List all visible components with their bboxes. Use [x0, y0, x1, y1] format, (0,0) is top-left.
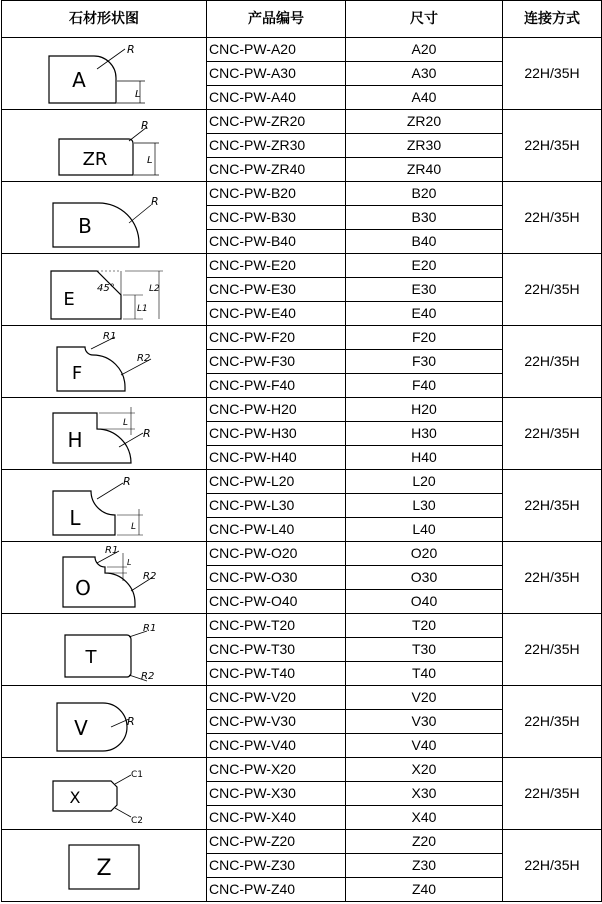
product-size: ZR40 [346, 158, 503, 182]
connection-type: 22H/35H [503, 254, 602, 326]
connection-type: 22H/35H [503, 110, 602, 182]
product-size: V30 [346, 710, 503, 734]
shape-letter: H [67, 427, 83, 452]
svg-text:R: R [127, 42, 135, 56]
product-size: E30 [346, 278, 503, 302]
profile-f-icon [39, 329, 169, 395]
shape-letter: ZR [82, 148, 108, 170]
product-size: Z40 [346, 878, 503, 902]
shape-letter: O [75, 575, 91, 600]
product-code: CNC-PW-X20 [207, 758, 346, 782]
svg-text:45°: 45° [97, 282, 115, 294]
product-size: X30 [346, 782, 503, 806]
product-code: CNC-PW-V40 [207, 734, 346, 758]
product-code: CNC-PW-Z20 [207, 830, 346, 854]
product-code: CNC-PW-T40 [207, 662, 346, 686]
product-code: CNC-PW-A30 [207, 62, 346, 86]
connection-type: 22H/35H [503, 470, 602, 542]
svg-text:L: L [135, 88, 141, 100]
svg-text:L: L [131, 521, 137, 532]
shape-drawing-h [2, 398, 207, 470]
svg-text:L2: L2 [149, 283, 160, 294]
product-code: CNC-PW-A20 [207, 38, 346, 62]
product-size: Z30 [346, 854, 503, 878]
svg-text:R2: R2 [141, 670, 155, 682]
header-shape: 石材形状图 [2, 1, 207, 38]
product-code: CNC-PW-V30 [207, 710, 346, 734]
product-size: E20 [346, 254, 503, 278]
shape-letter: T [85, 646, 97, 668]
connection-type: 22H/35H [503, 38, 602, 110]
product-size: H30 [346, 422, 503, 446]
profile-b-icon [39, 185, 169, 251]
shape-drawing-x [2, 758, 207, 830]
shape-letter: Z [96, 855, 112, 881]
shape-drawing-v [2, 686, 207, 758]
profile-zr-icon [39, 113, 169, 179]
shape-letter: A [72, 67, 86, 92]
product-size: O20 [346, 542, 503, 566]
shape-drawing-z [2, 830, 207, 902]
product-size: O40 [346, 590, 503, 614]
profile-h-icon [39, 401, 169, 467]
product-size: F40 [346, 374, 503, 398]
product-code: CNC-PW-B20 [207, 182, 346, 206]
product-code: CNC-PW-H20 [207, 398, 346, 422]
table-row [2, 398, 602, 422]
shape-letter: X [69, 787, 81, 807]
profile-t-icon [39, 617, 169, 683]
product-code: CNC-PW-H40 [207, 446, 346, 470]
product-size: X20 [346, 758, 503, 782]
svg-text:R: R [123, 474, 131, 488]
product-code: CNC-PW-B30 [207, 206, 346, 230]
connection-type: 22H/35H [503, 326, 602, 398]
shape-letter: F [71, 362, 83, 384]
svg-text:R1: R1 [103, 330, 117, 342]
profile-l-icon [39, 473, 169, 539]
profile-e-icon [39, 257, 169, 323]
shape-drawing-o [2, 542, 207, 614]
product-code: CNC-PW-ZR20 [207, 110, 346, 134]
connection-type: 22H/35H [503, 758, 602, 830]
svg-text:R1: R1 [143, 622, 157, 634]
product-code: CNC-PW-Z30 [207, 854, 346, 878]
shape-letter: E [63, 288, 75, 310]
product-code: CNC-PW-E40 [207, 302, 346, 326]
product-size: B40 [346, 230, 503, 254]
product-size: ZR30 [346, 134, 503, 158]
product-code: CNC-PW-L20 [207, 470, 346, 494]
shape-drawing-zr [2, 110, 207, 182]
table-row [2, 542, 602, 566]
connection-type: 22H/35H [503, 686, 602, 758]
product-size: T20 [346, 614, 503, 638]
product-code: CNC-PW-L30 [207, 494, 346, 518]
product-code: CNC-PW-T20 [207, 614, 346, 638]
svg-text:L1: L1 [137, 303, 148, 314]
connection-type: 22H/35H [503, 398, 602, 470]
table-row [2, 758, 602, 782]
product-size: L40 [346, 518, 503, 542]
svg-text:L: L [127, 557, 132, 567]
product-code: CNC-PW-B40 [207, 230, 346, 254]
product-code: CNC-PW-F20 [207, 326, 346, 350]
product-code: CNC-PW-Z40 [207, 878, 346, 902]
svg-text:R: R [141, 118, 149, 132]
header-row [2, 1, 602, 38]
shape-drawing-f [2, 326, 207, 398]
svg-text:R: R [143, 426, 151, 440]
product-code: CNC-PW-V20 [207, 686, 346, 710]
product-size: Z20 [346, 830, 503, 854]
product-code: CNC-PW-O30 [207, 566, 346, 590]
connection-type: 22H/35H [503, 542, 602, 614]
product-code: CNC-PW-O20 [207, 542, 346, 566]
product-size: H20 [346, 398, 503, 422]
product-code: CNC-PW-ZR30 [207, 134, 346, 158]
profile-x-icon [39, 761, 169, 827]
profile-v-icon [39, 689, 169, 755]
connection-type: 22H/35H [503, 830, 602, 902]
product-size: B20 [346, 182, 503, 206]
svg-text:R: R [127, 714, 135, 728]
shape-letter: L [69, 505, 81, 530]
table-row [2, 830, 602, 854]
product-code: CNC-PW-A40 [207, 86, 346, 110]
shape-letter: V [74, 715, 88, 740]
product-table [1, 0, 602, 902]
profile-o-icon [39, 545, 169, 611]
table-row [2, 182, 602, 206]
product-size: A20 [346, 38, 503, 62]
profile-z-icon [39, 833, 169, 899]
product-size: O30 [346, 566, 503, 590]
svg-text:L: L [147, 154, 153, 166]
product-code: CNC-PW-L40 [207, 518, 346, 542]
svg-text:R2: R2 [143, 570, 157, 582]
product-size: H40 [346, 446, 503, 470]
svg-text:R2: R2 [137, 352, 151, 364]
product-code: CNC-PW-E30 [207, 278, 346, 302]
product-size: A40 [346, 86, 503, 110]
product-code: CNC-PW-E20 [207, 254, 346, 278]
product-size: F20 [346, 326, 503, 350]
product-code: CNC-PW-O40 [207, 590, 346, 614]
shape-drawing-l [2, 470, 207, 542]
product-size: L20 [346, 470, 503, 494]
product-size: E40 [346, 302, 503, 326]
profile-a-icon [39, 41, 169, 107]
product-code: CNC-PW-H30 [207, 422, 346, 446]
table-row [2, 614, 602, 638]
product-size: A30 [346, 62, 503, 86]
shape-drawing-a [2, 38, 207, 110]
product-size: T30 [346, 638, 503, 662]
header-connection: 连接方式 [503, 1, 602, 38]
shape-drawing-e [2, 254, 207, 326]
svg-text:C2: C2 [131, 815, 144, 826]
connection-type: 22H/35H [503, 182, 602, 254]
table-row [2, 254, 602, 278]
product-code: CNC-PW-F30 [207, 350, 346, 374]
table-row [2, 110, 602, 134]
product-size: T40 [346, 662, 503, 686]
table-row [2, 470, 602, 494]
product-size: ZR20 [346, 110, 503, 134]
table-row [2, 326, 602, 350]
product-code: CNC-PW-X30 [207, 782, 346, 806]
svg-text:R: R [151, 194, 159, 208]
svg-text:C1: C1 [131, 769, 144, 780]
shape-drawing-t [2, 614, 207, 686]
table-row [2, 38, 602, 62]
product-size: V40 [346, 734, 503, 758]
svg-text:L: L [123, 417, 129, 428]
product-code: CNC-PW-ZR40 [207, 158, 346, 182]
shape-drawing-b [2, 182, 207, 254]
product-size: L30 [346, 494, 503, 518]
connection-type: 22H/35H [503, 614, 602, 686]
header-code: 产品编号 [207, 1, 346, 38]
product-size: X40 [346, 806, 503, 830]
product-code: CNC-PW-F40 [207, 374, 346, 398]
svg-text:R1: R1 [105, 544, 119, 556]
header-size: 尺寸 [346, 1, 503, 38]
product-code: CNC-PW-X40 [207, 806, 346, 830]
product-size: B30 [346, 206, 503, 230]
shape-letter: B [78, 213, 92, 238]
product-code: CNC-PW-T30 [207, 638, 346, 662]
product-size: V20 [346, 686, 503, 710]
product-size: F30 [346, 350, 503, 374]
table-row [2, 686, 602, 710]
